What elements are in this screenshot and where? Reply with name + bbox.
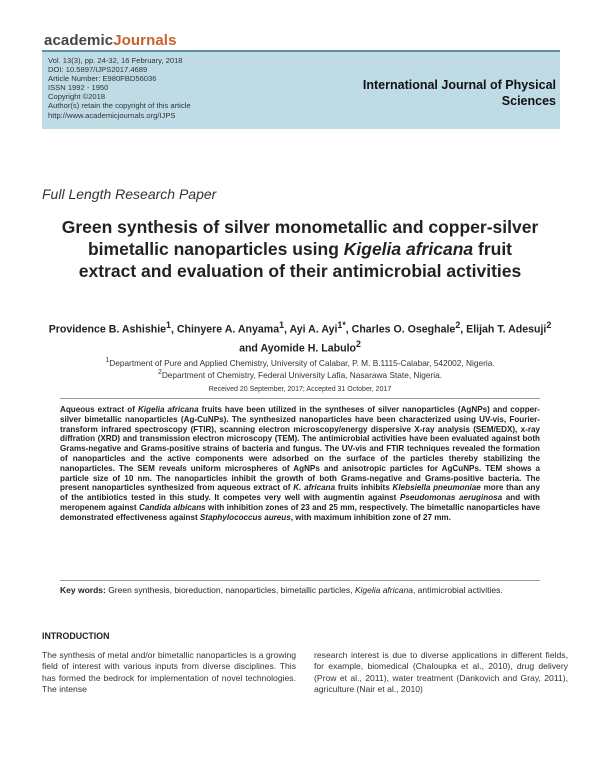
received-dates: Received 20 September, 2017; Accepted 31 October, 2017	[208, 386, 392, 393]
abstract-text: Aqueous extract of	[60, 405, 138, 414]
logo-part1: academic	[44, 32, 114, 49]
abstract-italic: Klebsiella pneumoniae	[392, 483, 481, 493]
abstract-italic: Kigelia africana	[137, 405, 199, 414]
abstract-text: more than any of the antibiotics tested in this study. It competes very well with augmentin against	[60, 483, 540, 503]
author-name: Elijah T. Adesuji	[466, 323, 547, 336]
logo-part2: Journals	[113, 32, 177, 49]
aff-text: Department of Chemistry, Federal University Lafia, Nasarawa State, Nigeria.	[161, 370, 443, 381]
abstract-italic: Pseudomonas aeruginosa	[400, 493, 503, 503]
author-sup: 2	[356, 338, 361, 349]
publisher-logo	[44, 32, 177, 49]
copyright-line: Copyright ©2018	[48, 92, 106, 102]
abstract	[60, 405, 540, 523]
rights-line: Author(s) retain the copyright of this article	[48, 101, 191, 111]
author-sup: 1*	[337, 320, 346, 330]
divider	[60, 580, 540, 581]
keywords-italic: Kigelia africana	[354, 585, 413, 595]
abstract-text: fruits have been utilized in the syntheses of silver nanoparticles (AgNPs) and copper-silver bimetallic nanoparticles (Ag-CuNPs). The synthesized nanoparticles have been characterized using UV-vis, Fourier-transform infrared spectroscopy (FTIR), scanning electron microscopy/energy dispersive X-ray analysis (SEM/EDX), x-ray diffration (XRD) and transmission electron microscopy (TEM). The antimicrobial activities have been evaluated against both Grams-negative and Grams-positive strains of bacteria and fungus. The UV-vis and FTIR techniques revealed the formation of nanoparticles and the active components were adsorbed on the surface of the particles thereby stabilizing the nanoparticles. The SEM reveals uniform microspheres of AgNPs and anisotropic particles for AgCuNPs. TEM shows a particle size of 10 nm. The nanoparticles inhibit the growth of both Grams-negative and Grams-positive bacteria. The present nanoparticles synthesized from aqueous extract of	[60, 405, 540, 493]
abstract-text: with inhibition zones of 23 and 25 mm, respectively. The bimetallic nanoparticles have demonstrated effectiveness against	[60, 502, 540, 522]
author-sup: 1	[279, 320, 285, 330]
journal-url[interactable]: http://www.academicjournals.org/IJPS	[48, 110, 176, 120]
volume-line: Vol. 13(3), pp. 24-32, 16 February, 2018	[48, 56, 183, 65]
abstract-text: , with maximum inhibition zone of 27 mm.	[290, 512, 451, 522]
author-sup: 2	[455, 320, 461, 330]
abstract-italic: Candida albicans	[138, 502, 206, 512]
author-name: Chinyere A. Anyama	[176, 323, 280, 336]
issn-line: ISSN 1992 - 1950	[48, 83, 109, 93]
keywords-text: Green synthesis, bioreduction, nanoparticles, bimetallic particles,	[105, 585, 355, 595]
article-type: Full Length Research Paper	[42, 186, 217, 202]
article-number-line: Article Number: E980FBD56036	[48, 74, 157, 84]
author-name: Providence B. Ashishie	[48, 323, 167, 336]
abstract-text: and with meropenem against	[60, 493, 540, 512]
author-name: Ayomide H. Labulo	[260, 342, 356, 355]
introduction-heading: INTRODUCTION	[42, 631, 110, 641]
affiliation-line	[40, 356, 560, 368]
keywords-text: , antimicrobial activities.	[412, 585, 503, 595]
aff-text: Department of Pure and Applied Chemistry, University of Calabar, P. M. B.1115-Calabar, 542002, Nigeria.	[109, 357, 495, 368]
author-sup: 1	[166, 320, 171, 330]
author-name: Ayi A. Ayi	[289, 323, 338, 336]
journal-name: International Journal of Physical Sciences	[362, 78, 556, 108]
article-info	[48, 56, 191, 120]
keywords	[60, 585, 540, 596]
author-list: Providence B. Ashishie$^1$, Chinyere A. Anyama$^1$, Ayi A. Ayi$^{1*}$, Charles O. Oseghale$^2$, Elijah T. Adesuji$^2$ and Ayomide H. Labulo$^2$	[48, 320, 552, 355]
keywords-label: Key words:	[60, 585, 106, 595]
author-name: Charles O. Oseghale	[351, 323, 456, 336]
abstract-italic: Staphylococcus aureus	[199, 512, 291, 522]
abstract-text: fruits inhibits	[335, 483, 393, 493]
abstract-italic: K. africana	[293, 483, 336, 493]
aff-sup: 1	[105, 357, 110, 364]
title-part: fruit extract and evaluation of their antimicrobial activities	[78, 239, 522, 281]
doi-line: DOI: 10.5897/IJPS2017.4689	[48, 65, 148, 75]
affiliation-line	[40, 368, 560, 380]
intro-column-right: research interest is due to diverse applications in different fields, for example, biomedical (Chaloupka et al., 2010), drug delivery (Prow et al., 2011), water treatment (Dankovich and Gray, 2011), agriculture (Nair et al., 2010)	[314, 650, 568, 694]
affiliations	[40, 356, 560, 381]
divider	[60, 398, 540, 399]
author-sup: 2	[546, 320, 552, 330]
title-part: Green synthesis of silver monometallic and copper-silver bimetallic nanoparticles using	[61, 217, 539, 259]
paper-title	[60, 216, 540, 282]
aff-sup: 2	[157, 369, 162, 377]
title-italic: Kigelia africana	[343, 239, 474, 259]
intro-column-left: The synthesis of metal and/or bimetallic nanoparticles is a growing field of interest with various inputs from diverse disciplines. This has formed the bedrock for implementation of novel technologies. The intense	[42, 650, 296, 694]
